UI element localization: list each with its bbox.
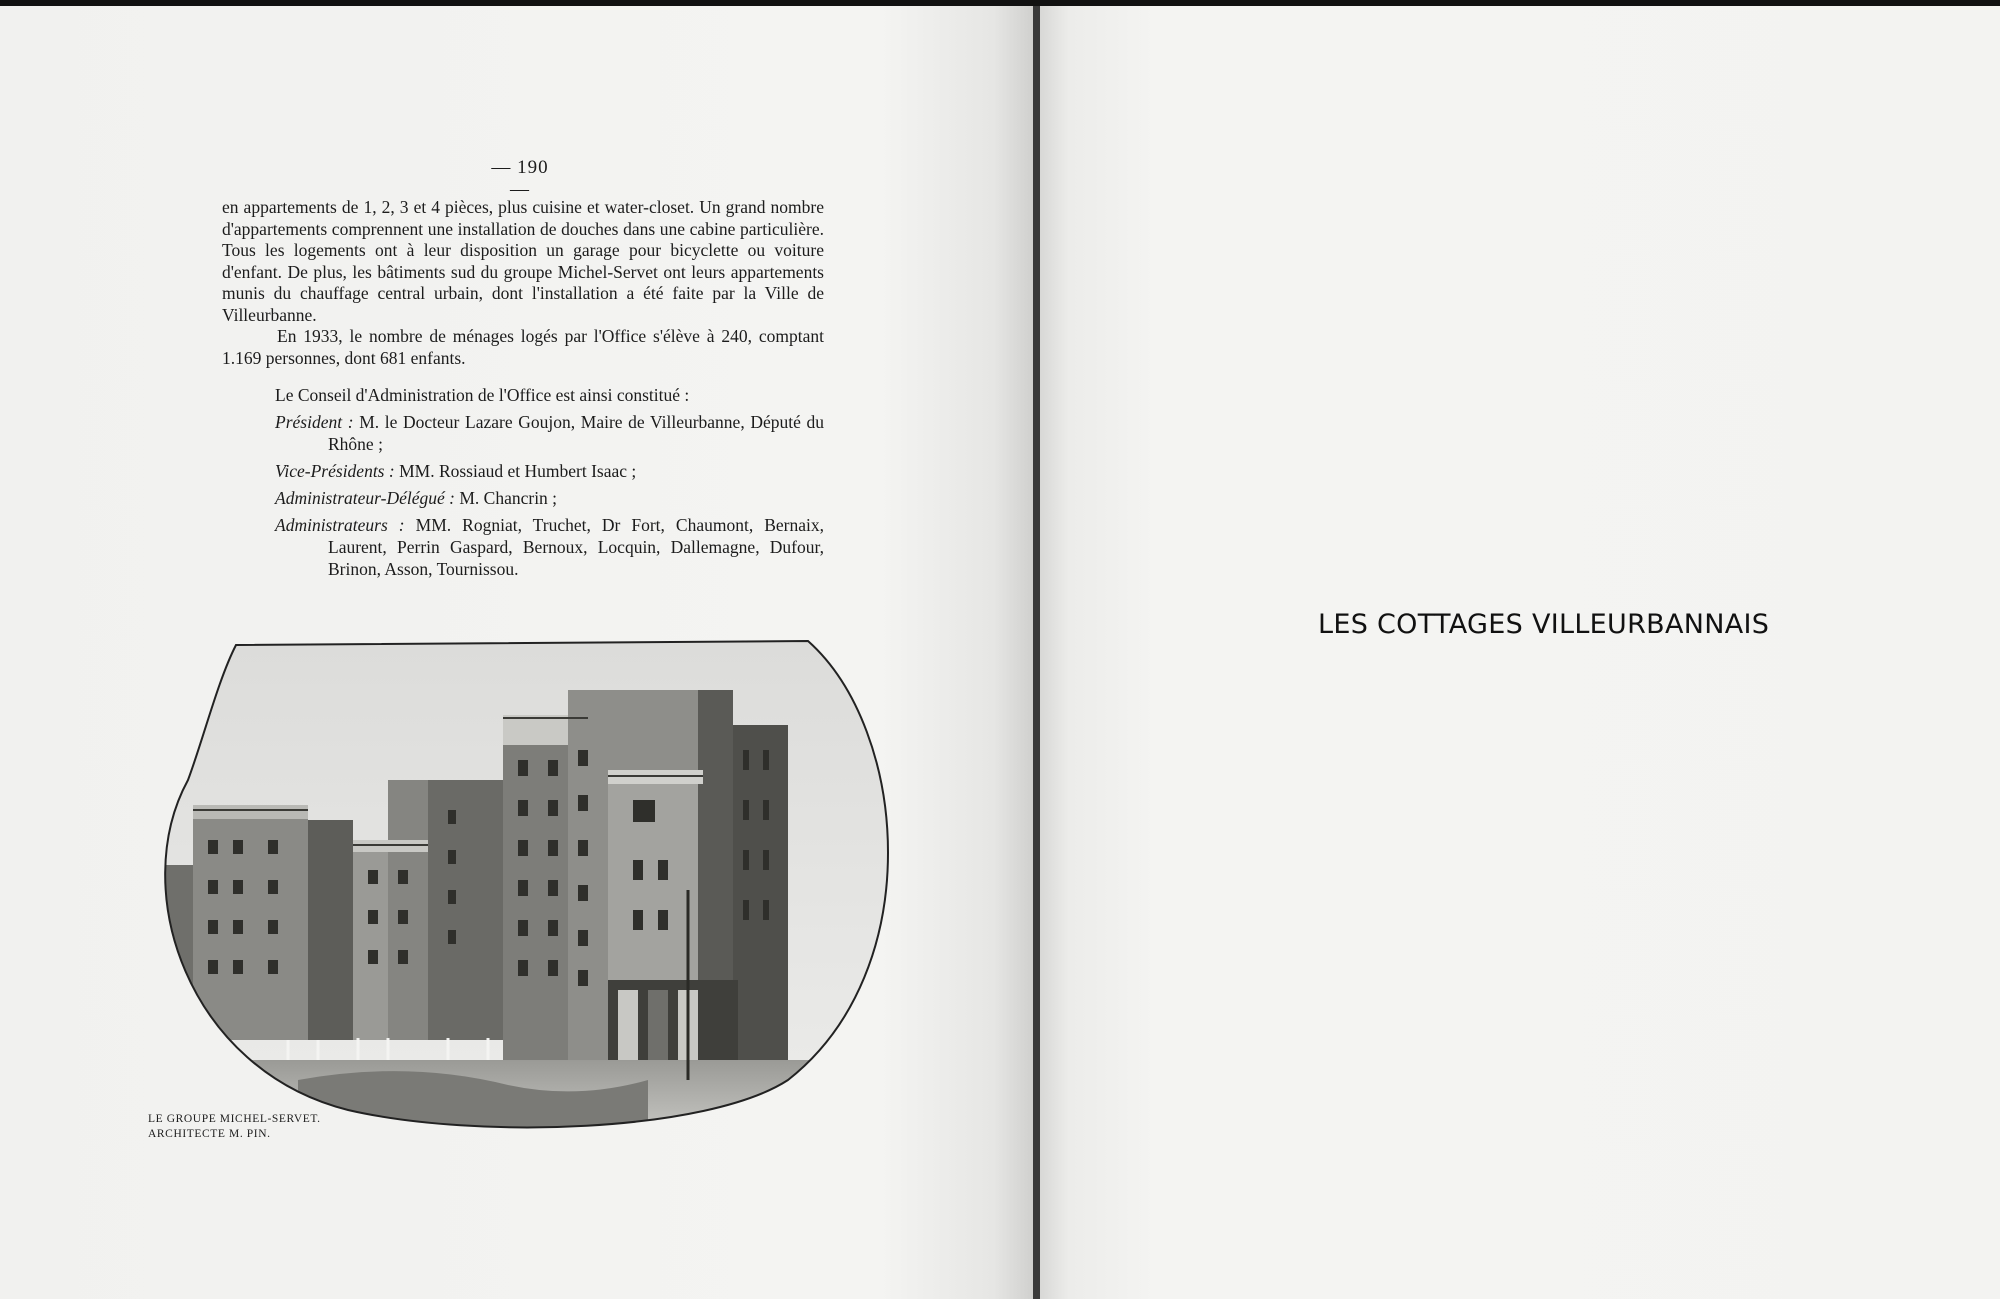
role-names: MM. Rogniat, Truchet, Dr Fort, Chaumont, Bernaix, Laurent, Perrin Gaspard, Bernoux, Locquin, Dallemagne, Dufour, Brinon, Asson, Tournissou. xyxy=(328,515,825,579)
caption-line-2: ARCHITECTE M. PIN. xyxy=(148,1128,271,1140)
role-label: Administrateurs : xyxy=(275,515,405,535)
role-names: M. Chancrin ; xyxy=(459,488,558,508)
council-entry-administrateurs xyxy=(275,514,824,580)
chapter-title: LES COTTAGES VILLEURBANNAIS xyxy=(1318,609,1770,640)
council-entry-vice-presidents xyxy=(275,460,824,482)
right-page xyxy=(1040,0,2000,1299)
caption-line-1: LE GROUPE MICHEL-SERVET. xyxy=(148,1113,321,1125)
paragraph-1: en appartements de 1, 2, 3 et 4 pièces, plus cuisine et water-closet. Un grand nombre d'appartements comprennent une installation de douches dans une cabine particulière. Tous les logements ont à leur disposition un garage pour bicyclette ou voiture d'enfant. De plus, les bâtiments sud du groupe Michel-Servet ont leurs appartements munis du chauffage central urbain, dont l'installation a été faite par la Ville de Villeurbanne. xyxy=(222,197,824,325)
role-label: Vice-Présidents : xyxy=(275,461,395,481)
council-entry-president xyxy=(275,411,824,455)
role-names: M. le Docteur Lazare Goujon, Maire de Villeurbanne, Député du Rhône ; xyxy=(328,412,825,454)
council-entry-administrateur-delegue xyxy=(275,487,824,509)
role-names: MM. Rossiaud et Humbert Isaac ; xyxy=(399,461,637,481)
top-edge xyxy=(0,0,2000,6)
role-label: Président : xyxy=(275,412,354,432)
body-text xyxy=(222,197,824,369)
building-photograph xyxy=(148,640,900,1130)
paragraph-2: En 1933, le nombre de ménages logés par l'Office s'élève à 240, comptant 1.169 personnes, dont 681 enfants. xyxy=(222,326,824,368)
council-intro: Le Conseil d'Administration de l'Office est ainsi constitué : xyxy=(275,385,690,405)
council-list xyxy=(222,384,824,585)
role-label: Administrateur-Délégué : xyxy=(275,488,455,508)
page-number: — 190 — xyxy=(491,157,549,200)
photo-caption xyxy=(148,1112,321,1142)
